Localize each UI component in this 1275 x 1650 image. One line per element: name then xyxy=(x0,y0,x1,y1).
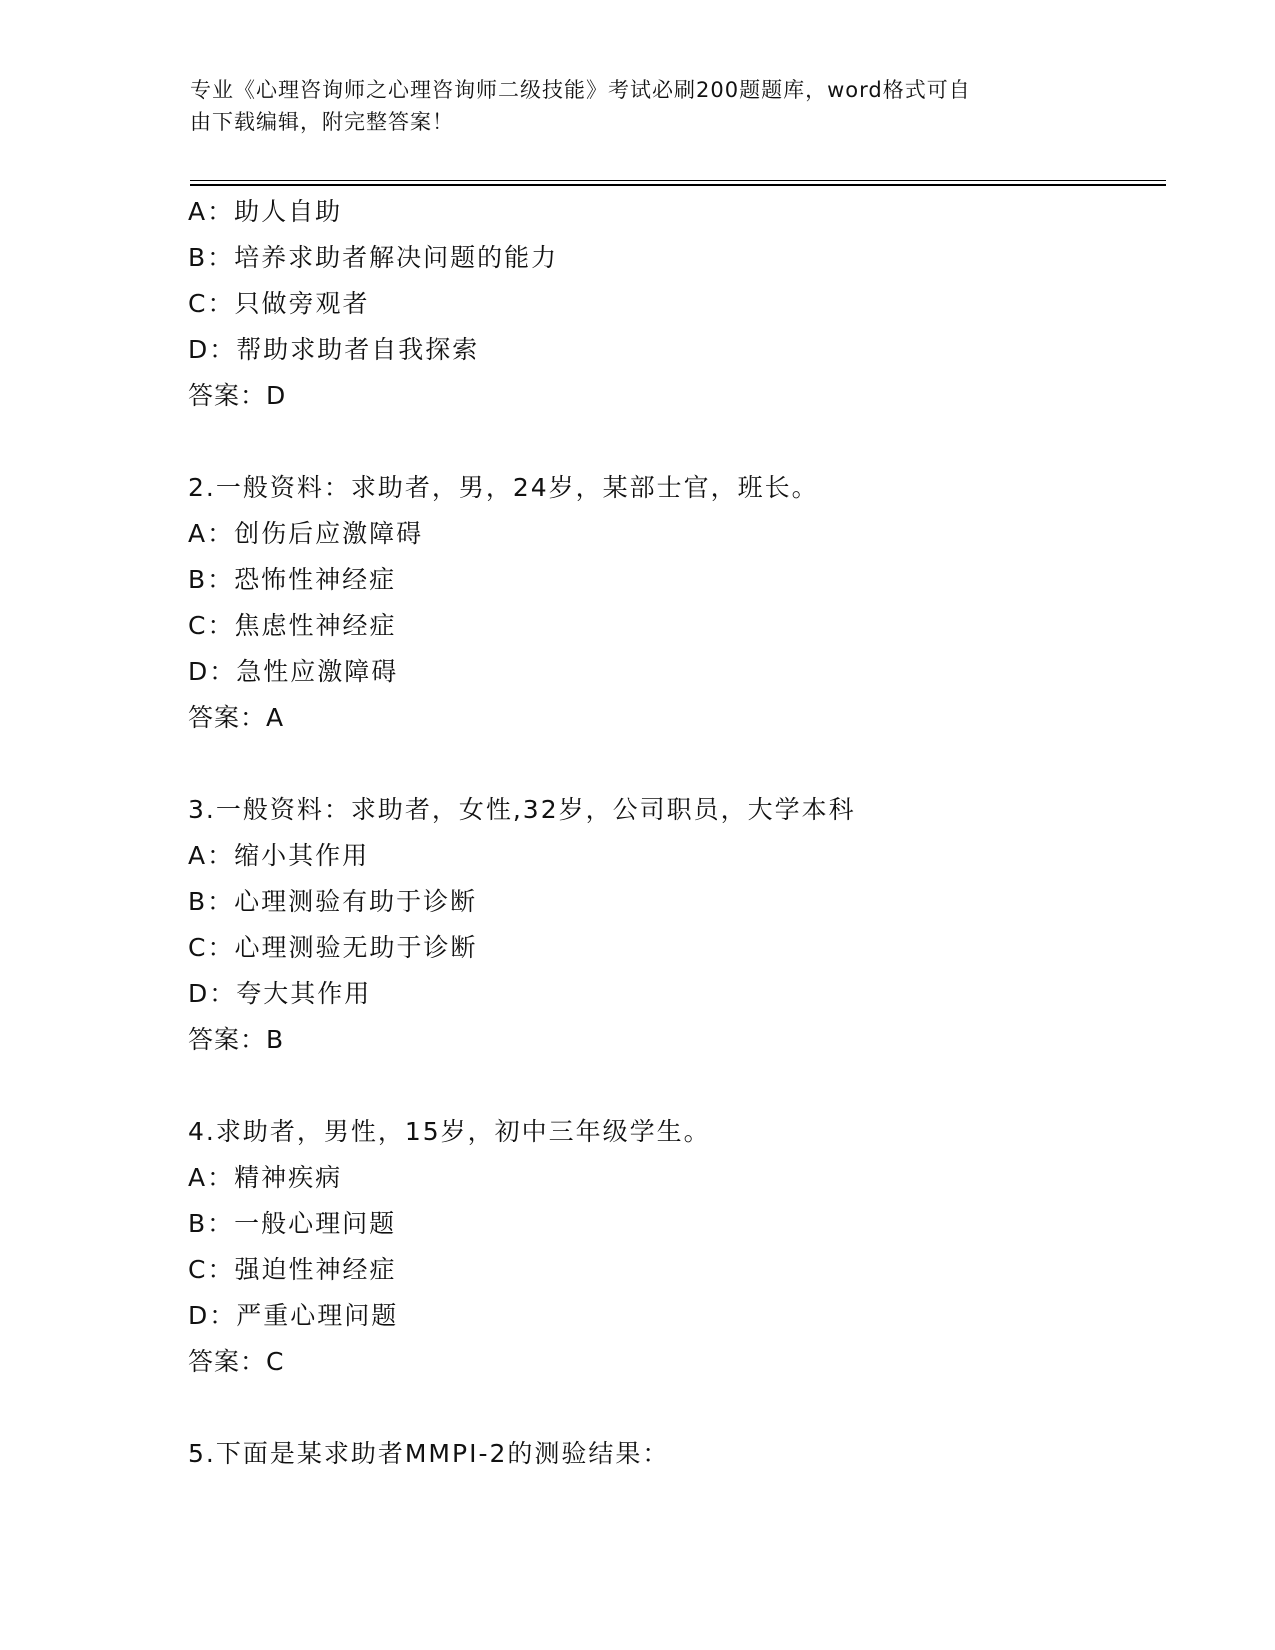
option-b: B：恐怖性神经症 xyxy=(188,565,397,594)
option-c: C：焦虑性神经症 xyxy=(188,611,397,640)
answer-line: 答案：D xyxy=(188,381,287,410)
question-5 xyxy=(188,1431,1168,1477)
question-3 xyxy=(188,787,1168,1063)
question-stem: 2.一般资料：求助者，男，24岁，某部士官，班长。 xyxy=(188,473,819,502)
document-header xyxy=(190,74,1090,138)
question-stem: 3.一般资料：求助者，女性,32岁，公司职员，大学本科 xyxy=(188,795,856,824)
question-stem: 5.下面是某求助者MMPI-2的测验结果： xyxy=(188,1439,670,1468)
header-line-1: 专业《心理咨询师之心理咨询师二级技能》考试必刷200题题库，word格式可自 xyxy=(190,78,971,102)
answer-line: 答案：C xyxy=(188,1347,285,1376)
answer-line: 答案：A xyxy=(188,703,285,732)
option-d: D：夸大其作用 xyxy=(188,979,372,1008)
option-c: C：只做旁观者 xyxy=(188,289,370,318)
header-line-2: 由下载编辑，附完整答案！ xyxy=(190,110,454,134)
spacer xyxy=(188,1063,1168,1109)
option-c: C：强迫性神经症 xyxy=(188,1255,397,1284)
answer-line: 答案：B xyxy=(188,1025,285,1054)
option-b: B：培养求助者解决问题的能力 xyxy=(188,243,559,272)
question-2 xyxy=(188,465,1168,741)
option-c: C：心理测验无助于诊断 xyxy=(188,933,478,962)
option-a: A：精神疾病 xyxy=(188,1163,343,1192)
spacer xyxy=(188,419,1168,465)
option-a: A：助人自助 xyxy=(188,197,343,226)
question-list xyxy=(188,189,1168,1477)
option-d: D：帮助求助者自我探索 xyxy=(188,335,480,364)
spacer xyxy=(188,741,1168,787)
option-d: D：严重心理问题 xyxy=(188,1301,399,1330)
header-divider-bottom xyxy=(190,184,1166,186)
option-a: A：缩小其作用 xyxy=(188,841,370,870)
question-stem: 4.求助者，男性，15岁，初中三年级学生。 xyxy=(188,1117,711,1146)
header-divider-top xyxy=(190,180,1166,181)
question-4 xyxy=(188,1109,1168,1385)
option-b: B：一般心理问题 xyxy=(188,1209,397,1238)
option-b: B：心理测验有助于诊断 xyxy=(188,887,478,916)
spacer xyxy=(188,1385,1168,1431)
option-d: D：急性应激障碍 xyxy=(188,657,399,686)
option-a: A：创伤后应激障碍 xyxy=(188,519,424,548)
question-1 xyxy=(188,189,1168,419)
